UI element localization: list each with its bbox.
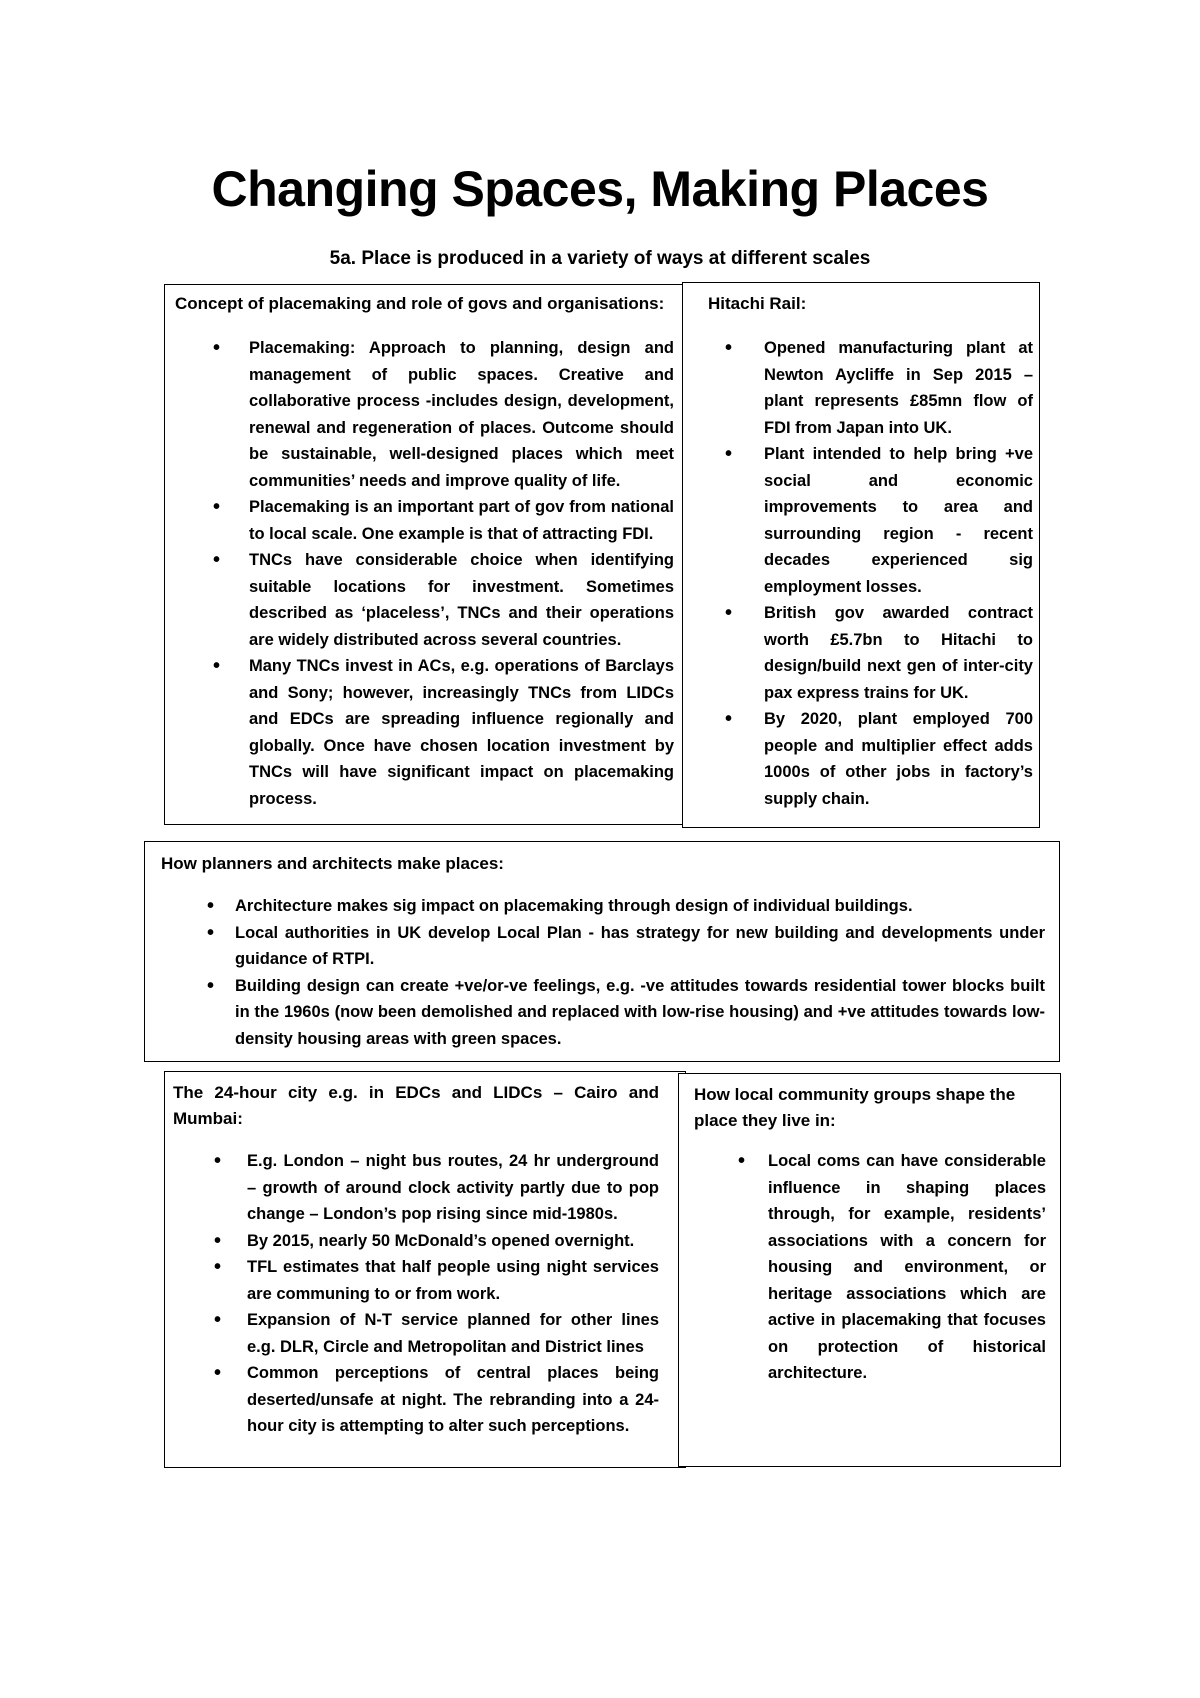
- list-item: • TNCs have considerable choice when identifying suitable locations for investment. Sometimes described as ‘placeless’, TNCs and their operations are widely distributed across several countries.: [175, 547, 674, 653]
- list-item: • British gov awarded contract worth £5.7bn to Hitachi to design/build next gen of inter-city pax express trains for UK.: [708, 600, 1033, 706]
- page-title: Changing Spaces, Making Places: [211, 161, 989, 217]
- box-heading: The 24-hour city e.g. in EDCs and LIDCs – Cairo and Mumbai:: [173, 1083, 659, 1128]
- list-item: • Placemaking is an important part of gov from national to local scale. One example is that of attracting FDI.: [175, 494, 674, 547]
- community-box: [678, 1073, 1061, 1467]
- box-heading: How local community groups shape the place they live in:: [694, 1085, 1016, 1130]
- box-heading: Concept of placemaking and role of govs and organisations:: [175, 294, 665, 313]
- bullet-list: [161, 893, 1045, 1052]
- box-heading: How planners and architects make places:: [161, 854, 504, 873]
- list-item: • TFL estimates that half people using night services are communing to or from work.: [173, 1254, 659, 1307]
- list-item: • Opened manufacturing plant at Newton Aycliffe in Sep 2015 – plant represents £85mn flow of FDI from Japan into UK.: [708, 335, 1033, 441]
- list-item: • By 2015, nearly 50 McDonald’s opened overnight.: [173, 1228, 659, 1255]
- list-item: • Local authorities in UK develop Local Plan - has strategy for new building and developments under guidance of RTPI.: [161, 920, 1045, 973]
- bullet-list: [694, 1148, 1046, 1387]
- city24-box: [164, 1071, 686, 1468]
- planners-box: [144, 841, 1060, 1062]
- box-heading: Hitachi Rail:: [708, 294, 807, 313]
- list-item: • By 2020, plant employed 700 people and multiplier effect adds 1000s of other jobs in factory’s supply chain.: [708, 706, 1033, 812]
- list-item: • Placemaking: Approach to planning, design and management of public spaces. Creative and collaborative process -includes design, development, renewal and regeneration of places. Outcome should be sustainable, well-designed places which meet communities’ needs and improve quality of life.: [175, 335, 674, 494]
- list-item: • Building design can create +ve/or-ve feelings, e.g. -ve attitudes towards residential tower blocks built in the 1960s (now been demolished and replaced with low-rise housing) and +ve attitudes towards low-density housing areas with green spaces.: [161, 973, 1045, 1053]
- list-item: • Local coms can have considerable influence in shaping places through, for example, residents’ associations with a concern for housing and environment, or heritage associations which are active in placemaking that focuses on protection of historical architecture.: [694, 1148, 1046, 1387]
- hitachi-box: [682, 282, 1040, 828]
- bullet-list: [175, 335, 674, 812]
- list-item: • Expansion of N-T service planned for other lines e.g. DLR, Circle and Metropolitan and District lines: [173, 1307, 659, 1360]
- list-item: • E.g. London – night bus routes, 24 hr underground – growth of around clock activity partly due to pop change – London’s pop rising since mid-1980s.: [173, 1148, 659, 1228]
- page-subtitle: 5a. Place is produced in a variety of ways at different scales: [329, 248, 871, 269]
- concept-box: [164, 284, 687, 825]
- list-item: • Many TNCs invest in ACs, e.g. operations of Barclays and Sony; however, increasingly TNCs from LIDCs and EDCs are spreading influence regionally and globally. Once have chosen location investment by TNCs will have significant impact on placemaking process.: [175, 653, 674, 812]
- bullet-list: [173, 1148, 659, 1440]
- list-item: • Plant intended to help bring +ve social and economic improvements to area and surrounding region - recent decades experienced sig employment losses.: [708, 441, 1033, 600]
- bullet-list: [708, 335, 1033, 812]
- list-item: • Common perceptions of central places being deserted/unsafe at night. The rebranding into a 24-hour city is attempting to alter such perceptions.: [173, 1360, 659, 1440]
- list-item: • Architecture makes sig impact on placemaking through design of individual buildings.: [161, 893, 1045, 920]
